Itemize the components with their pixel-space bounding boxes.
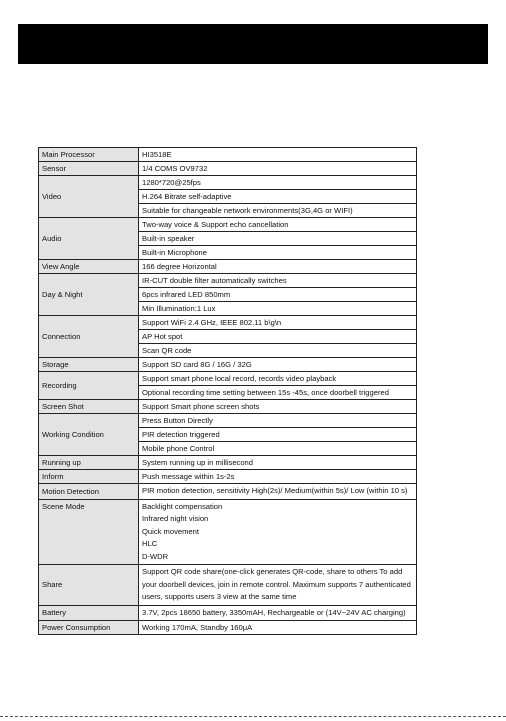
spec-value-text: Support QR code share(one-click generates QR-code, share to others To add your doorbell devices, join in remote control. Maximum supports 7 authenticated users, supports users 3 view at the same time [142,567,411,601]
spec-row [39,372,417,386]
spec-label: Sensor [39,162,139,176]
spec-label: Scene Mode [39,499,139,565]
spec-label: Storage [39,358,139,372]
spec-value [139,162,417,176]
spec-value-text: System running up in millisecond [142,458,254,467]
spec-label: Connection [39,316,139,358]
spec-label: Battery [39,605,139,621]
spec-label: Day & Night [39,274,139,316]
spec-row [39,274,417,288]
spec-table-body [39,148,417,635]
spec-value [139,414,417,428]
spec-row [39,470,417,484]
spec-label: Running up [39,456,139,470]
spec-row [39,499,417,565]
spec-value [139,148,417,162]
spec-value [139,204,417,218]
spec-value [139,302,417,316]
spec-row [39,218,417,232]
spec-value [139,386,417,400]
spec-value-text: Support smart phone local record, records video playback [142,374,337,383]
spec-value-text: HI3518E [142,150,172,159]
spec-value-text: PIR detection triggered [142,430,220,439]
spec-value-text: Mobile phone Control [142,444,215,453]
spec-value [139,260,417,274]
spec-value [139,316,417,330]
spec-value-text: Support SD card 8G / 16G / 32G [142,360,252,369]
spec-value-text: Support Smart phone screen shots [142,402,260,411]
spec-row [39,176,417,190]
spec-value [139,400,417,414]
spec-value-text: Push message within 1s-2s [142,472,235,481]
spec-value-text: Support WiFi 2.4 GHz, IEEE 802.11 b\g\n [142,318,282,327]
spec-label: View Angle [39,260,139,274]
spec-row [39,456,417,470]
spec-value [139,344,417,358]
spec-value-text: Scan QR code [142,346,192,355]
spec-value-text: Optional recording time setting between 15s -45s, once doorbell triggered [142,388,389,397]
spec-value [139,499,417,565]
spec-value-text: Infrared night vision [142,514,209,523]
spec-value-text: AP Hot spot [142,332,183,341]
spec-value-text: PIR motion detection, sensitivity High(2s)/ Medium(within 5s)/ Low (within 10 s) [142,486,408,495]
spec-row [39,565,417,606]
spec-table [38,147,417,635]
spec-label: Video [39,176,139,218]
spec-value-text: Backlight compensation [142,501,223,511]
spec-row [39,484,417,500]
spec-value [139,274,417,288]
spec-value-text: IR-CUT double filter automatically switches [142,276,287,285]
page-edge-line [0,716,506,717]
spec-value [139,470,417,484]
spec-value [139,565,417,606]
spec-value-text: 3.7V, 2pcs 18650 battery, 3350mAH, Rechargeable or (14V~24V AC charging) [142,607,406,617]
spec-value-text: 1280*720@25fps [142,178,201,187]
spec-value-text: 6pcs infrared LED 850mm [142,290,231,299]
spec-value [139,232,417,246]
spec-value [139,218,417,232]
spec-label: Screen Shot [39,400,139,414]
spec-value-text: Suitable for changeable network environments(3G,4G or WIFI) [142,206,353,215]
spec-row [39,400,417,414]
spec-value-text: H.264 Bitrate self-adaptive [142,192,232,201]
spec-row [39,605,417,621]
spec-value-text: Built-in speaker [142,234,195,243]
spec-value-text: D-WDR [142,551,169,561]
spec-label: Share [39,565,139,606]
spec-label: Main Processor [39,148,139,162]
spec-row [39,621,417,635]
spec-label: Power Consumption [39,621,139,635]
spec-value-text: Press Button Directly [142,416,213,425]
spec-value-text: Min Illumination:1 Lux [142,304,216,313]
spec-value [139,484,417,500]
spec-value [139,246,417,260]
spec-row [39,414,417,428]
spec-value-text: Quick movement [142,526,199,536]
spec-value [139,605,417,621]
spec-row [39,162,417,176]
spec-value-text: 1/4 COMS OV9732 [142,164,208,173]
spec-value [139,176,417,190]
spec-value [139,358,417,372]
spec-value [139,330,417,344]
spec-label: Recording [39,372,139,400]
spec-label: Inform [39,470,139,484]
header-bar [18,24,488,64]
spec-value [139,456,417,470]
spec-row [39,260,417,274]
spec-value-text: HLC [142,539,158,548]
spec-value [139,621,417,635]
spec-label: Motion Detection [39,484,139,500]
spec-value [139,288,417,302]
spec-value [139,442,417,456]
spec-value [139,190,417,204]
spec-row [39,316,417,330]
spec-value-text: Working 170mA, Standby 160μA [142,623,253,632]
spec-label: Audio [39,218,139,260]
spec-row [39,148,417,162]
spec-value-text: Two-way voice & Support echo cancellation [142,220,289,229]
spec-value [139,372,417,386]
spec-label: Working Condition [39,414,139,456]
spec-value-text: Built-in Microphone [142,248,207,257]
spec-value-text: 166 degree Horizontal [142,262,217,271]
spec-row [39,358,417,372]
spec-value [139,428,417,442]
